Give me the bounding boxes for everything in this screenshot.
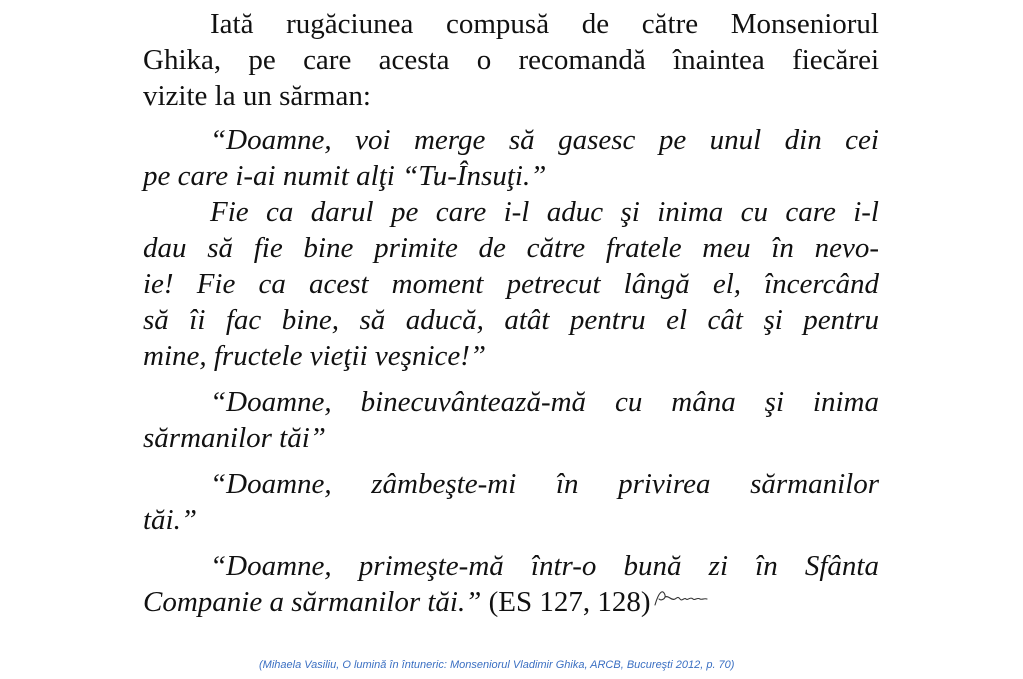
prayer-paragraph-2 — [143, 194, 879, 374]
prayer-paragraph-1 — [143, 122, 879, 194]
prayer-line: pe care i-ai numit alţi “Tu-Însuţi.” — [143, 160, 547, 192]
prayer-line: “Doamne, voi merge să gasesc pe unul din cei — [210, 124, 879, 156]
prayer-paragraph-3 — [143, 384, 879, 456]
prayer-paragraph-5 — [143, 548, 879, 620]
source-caption: (Mihaela Vasiliu, O lumină în întuneric: Monseniorul Vladimir Ghika, ARCB, Bucureşti 2012, p. 70) — [259, 659, 735, 671]
prayer-line: Fie ca darul pe care i-l aduc şi inima cu care i-l — [210, 196, 879, 228]
prayer-line: tăi.” — [143, 504, 197, 536]
prayer-line: ie! Fie ca acest moment petrecut lângă el, încercând — [143, 268, 879, 300]
citation-reference: (ES 127, 128) — [488, 586, 651, 618]
prayer-line-last — [143, 584, 879, 620]
intro-line: Iată rugăciunea compusă de către Monseniorul — [210, 8, 879, 40]
intro-line: Ghika, pe care acesta o recomandă înaintea fiecărei — [143, 44, 879, 76]
intro-paragraph — [143, 6, 879, 114]
prayer-paragraph-4 — [143, 466, 879, 538]
text-block — [143, 6, 879, 620]
prayer-line: “Doamne, primeşte-mă într-o bună zi în Sfânta — [210, 550, 879, 582]
intro-line: vizite la un sărman: — [143, 80, 371, 112]
signature-mark — [653, 584, 709, 620]
prayer-line: sărmanilor tăi” — [143, 422, 326, 454]
prayer-line: mine, fructele vieţii veşnice!” — [143, 340, 487, 372]
prayer-line: “Doamne, zâmbeşte-mi în privirea sărmanilor — [210, 468, 879, 500]
prayer-line: dau să fie bine primite de către fratele meu în nevo- — [143, 232, 879, 264]
prayer-line: să îi fac bine, să aducă, atât pentru el cât şi pentru — [143, 304, 879, 336]
prayer-line: “Doamne, binecuvântează-mă cu mâna şi inima — [210, 386, 879, 418]
prayer-line-text: Companie a sărmanilor tăi.” — [143, 586, 482, 618]
